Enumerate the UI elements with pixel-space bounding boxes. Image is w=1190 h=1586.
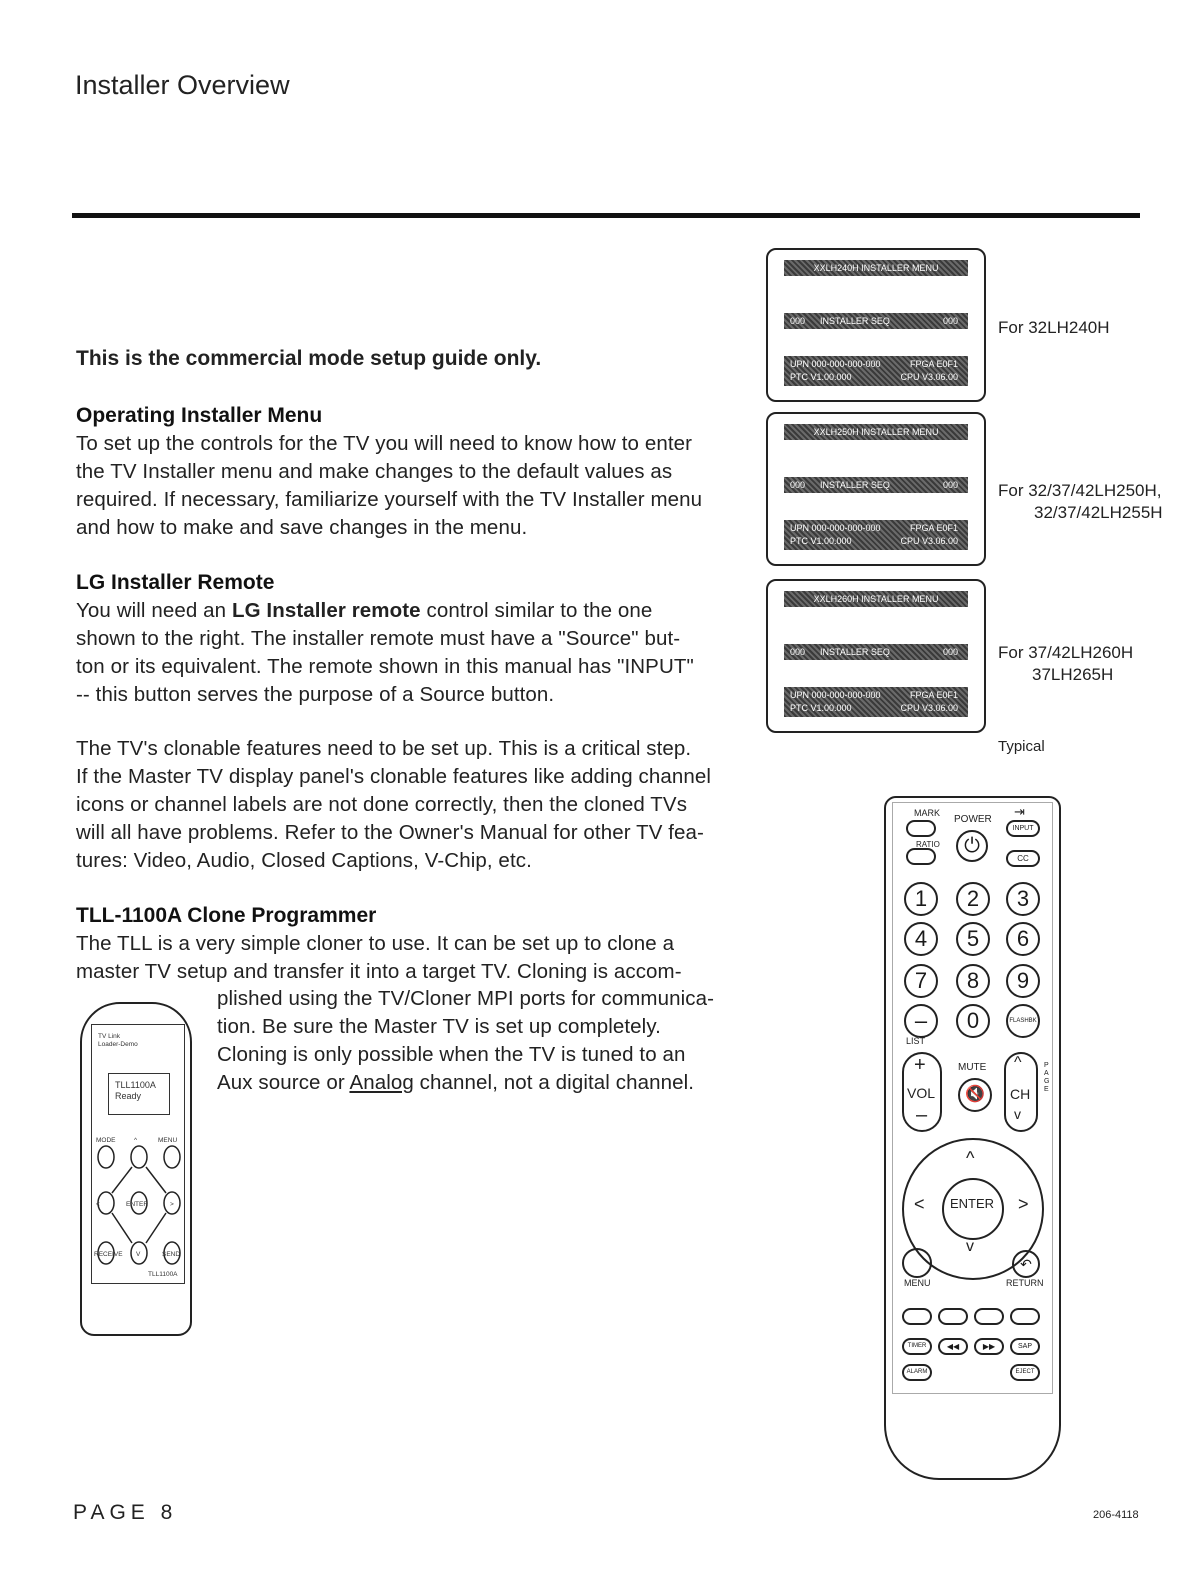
header-rule — [72, 213, 1140, 218]
return-icon: ↶ — [1012, 1250, 1040, 1278]
mute-label: MUTE — [958, 1062, 987, 1073]
rewind-icon: ◀◀ — [938, 1338, 968, 1355]
osd-caption: For 32LH240H — [998, 318, 1110, 337]
volume-up-icon: + — [914, 1054, 926, 1076]
menu-button — [902, 1248, 932, 1278]
mark-button — [906, 820, 936, 837]
section-paragraph — [76, 930, 756, 986]
ratio-button — [906, 848, 936, 865]
osd-info-bar: UPN 000-000-000-000 FPGA E0F1 PTC V1.00.000 CPU V3.06.00 — [784, 356, 968, 386]
text-line: To set up the controls for the TV you will need to know how to enter — [76, 432, 693, 455]
cloner-down-label: V — [136, 1251, 141, 1258]
bold-text: LG Installer remote — [231, 599, 421, 622]
osd-menu-32lh240h — [766, 248, 986, 402]
text-line: icons or channel labels are not done correctly, then the cloned TVs — [76, 793, 688, 816]
text-line: tion. Be sure the Master TV is set up completely. — [217, 1015, 661, 1038]
cc-button: CC — [1006, 850, 1040, 867]
digit-button: 2 — [956, 882, 990, 916]
intro-statement: This is the commercial mode setup guide only. — [76, 347, 542, 370]
text-line: shown to the right. The installer remote must have a "Source" but- — [76, 627, 681, 650]
document-code: 206-4118 — [1093, 1509, 1139, 1521]
page-title: Installer Overview — [75, 70, 290, 100]
underlined-text: Analog — [349, 1071, 414, 1094]
section-heading: Operating Installer Menu — [76, 404, 323, 427]
pause-button — [1010, 1308, 1040, 1325]
list-label: LIST — [906, 1036, 926, 1046]
media-button — [902, 1308, 932, 1325]
osd-title-bar: XXLH260H INSTALLER MENU — [784, 591, 968, 607]
cloner-right-label: > — [170, 1201, 174, 1208]
section-operating-installer-menu — [76, 402, 756, 542]
typical-label: Typical — [998, 738, 1045, 755]
cloner-wrapped-paragraph — [217, 985, 757, 1097]
nav-right-icon: > — [1018, 1194, 1029, 1214]
text-line: Aux source or Analog channel, not a digital channel. — [217, 1071, 695, 1094]
cloner-up-label: ^ — [134, 1137, 138, 1144]
volume-down-icon: – — [916, 1104, 928, 1126]
cloner-device-illustration — [80, 1002, 192, 1336]
text-line: -- this button serves the purpose of a Source button. — [76, 683, 555, 706]
cloner-mode-label: MODE — [96, 1137, 116, 1144]
digit-button: 0 — [956, 1004, 990, 1038]
section-lg-installer-remote — [76, 569, 756, 709]
text-line: If the Master TV display panel's clonable features like adding channel — [76, 765, 712, 788]
nav-down-icon: v — [966, 1238, 974, 1255]
digit-button: 4 — [904, 922, 938, 956]
text-line: plished using the TV/Cloner MPI ports for communica- — [217, 987, 715, 1010]
cloner-left-label: < — [96, 1201, 100, 1208]
stop-button — [938, 1308, 968, 1325]
ch-label: CH — [1010, 1086, 1031, 1102]
flashbk-button: FLASHBK — [1006, 1004, 1040, 1038]
mark-label: MARK — [914, 808, 941, 818]
play-button — [974, 1308, 1004, 1325]
osd-title-bar: XXLH250H INSTALLER MENU — [784, 424, 968, 440]
cloner-enter-label: ENTER — [126, 1201, 149, 1208]
digit-button: 6 — [1006, 922, 1040, 956]
dash-button: – — [904, 1004, 938, 1038]
nav-up-icon: ^ — [966, 1148, 975, 1168]
alarm-button: ALARM — [902, 1364, 932, 1381]
section-heading: LG Installer Remote — [76, 571, 275, 594]
menu-label: MENU — [904, 1278, 931, 1288]
section-paragraph — [76, 597, 756, 709]
section-paragraph — [76, 735, 756, 875]
text-line: will all have problems. Refer to the Owner's Manual for other TV fea- — [76, 821, 704, 844]
enter-label: ENTER — [950, 1196, 995, 1211]
text-line: You will need an LG Installer remote control similar to the one — [76, 599, 653, 622]
vol-label: VOL — [907, 1085, 936, 1101]
text-line: master TV setup and transfer it into a target TV. Cloning is accom- — [76, 960, 682, 983]
section-heading: TLL-1100A Clone Programmer — [76, 904, 377, 927]
osd-menu-lh260h — [766, 579, 986, 733]
section-clonable-features — [76, 735, 756, 875]
digit-button: 7 — [904, 964, 938, 998]
ratio-label: RATIO — [916, 840, 940, 849]
osd-title-bar: XXLH240H INSTALLER MENU — [784, 260, 968, 276]
digit-button: 3 — [1006, 882, 1040, 916]
osd-seq-bar: 000 INSTALLER SEQ 000 — [784, 313, 968, 329]
digit-button: 9 — [1006, 964, 1040, 998]
power-label: POWER — [954, 814, 992, 825]
nav-left-icon: < — [914, 1194, 925, 1214]
page-number: PAGE 8 — [73, 1501, 178, 1524]
cloner-face — [91, 1024, 185, 1284]
eject-button: EJECT — [1010, 1364, 1040, 1381]
section-paragraph — [76, 430, 756, 542]
timer-button: TIMER — [902, 1338, 932, 1355]
osd-seq-bar: 000 INSTALLER SEQ 000 — [784, 644, 968, 660]
channel-down-icon: v — [1014, 1106, 1021, 1122]
osd-caption: For 32/37/42LH250H, 32/37/42LH255H — [998, 481, 1163, 522]
osd-info-bar: UPN 000-000-000-000 FPGA E0F1 PTC V1.00.000 CPU V3.06.00 — [784, 687, 968, 717]
text-line: required. If necessary, familiarize yourself with the TV Installer menu — [76, 488, 703, 511]
fast-forward-icon: ▶▶ — [974, 1338, 1004, 1355]
cloner-receive-label: RECEIVE — [94, 1251, 123, 1258]
mute-icon: 🔇 — [958, 1078, 992, 1112]
text-line: Cloning is only possible when the TV is tuned to an — [217, 1043, 686, 1066]
input-button: INPUT — [1006, 820, 1040, 837]
osd-menu-lh250h — [766, 412, 986, 566]
text-line: ton or its equivalent. The remote shown in this manual has "INPUT" — [76, 655, 694, 678]
text-line: tures: Video, Audio, Closed Captions, V-Chip, etc. — [76, 849, 532, 872]
remote-control-illustration — [884, 796, 1061, 1480]
sap-button: SAP — [1010, 1338, 1040, 1355]
digit-button: 5 — [956, 922, 990, 956]
osd-caption: For 37/42LH260H 37LH265H — [998, 643, 1134, 684]
text-line: the TV Installer menu and make changes to the default values as — [76, 460, 673, 483]
input-source-icon: ⇥ — [1014, 804, 1025, 819]
power-icon: ⏻ — [956, 830, 988, 862]
channel-up-icon: ^ — [1014, 1054, 1022, 1071]
digit-button: 1 — [904, 882, 938, 916]
cloner-model-label: TLL1100A — [148, 1271, 178, 1278]
cloner-menu-label: MENU — [158, 1137, 178, 1144]
page-label: PAGE — [1044, 1062, 1050, 1093]
osd-info-bar: UPN 000-000-000-000 FPGA E0F1 PTC V1.00.000 CPU V3.06.00 — [784, 520, 968, 550]
cloner-send-label: SEND — [162, 1251, 181, 1258]
digit-button: 8 — [956, 964, 990, 998]
section-clone-programmer — [76, 902, 756, 986]
cloner-lcd-screen: TLL1100A Ready — [108, 1073, 170, 1115]
text-line: and how to make and save changes in the menu. — [76, 516, 528, 539]
text-line: The TLL is a very simple cloner to use. It can be set up to clone a — [76, 932, 675, 955]
return-label: RETURN — [1006, 1278, 1044, 1288]
cloner-brand-label: TV Link Loader-Demo — [98, 1033, 138, 1048]
osd-seq-bar: 000 INSTALLER SEQ 000 — [784, 477, 968, 493]
text-line: The TV's clonable features need to be set up. This is a critical step. — [76, 737, 692, 760]
